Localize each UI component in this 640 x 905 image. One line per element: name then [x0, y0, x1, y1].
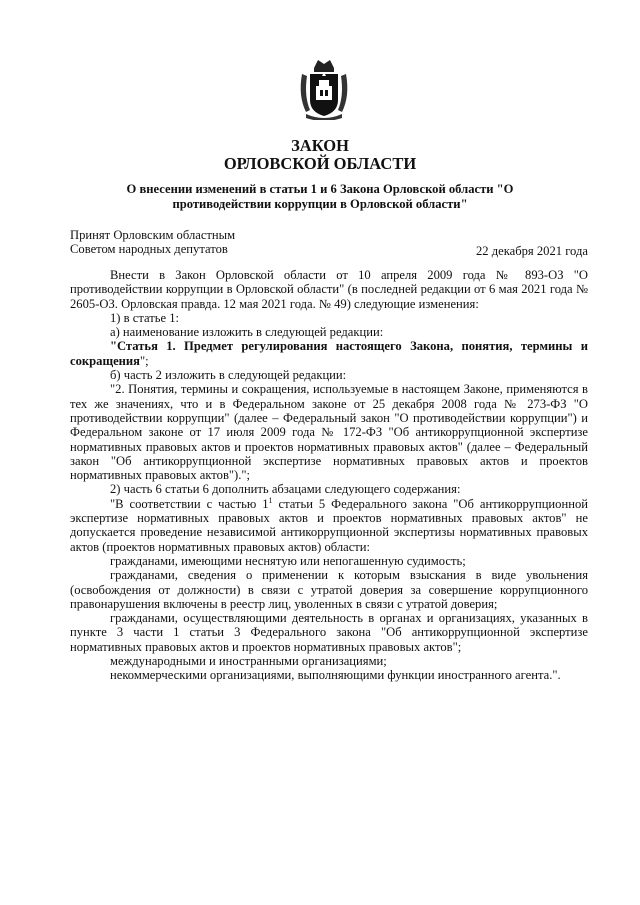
paragraph: гражданами, осуществляющими деятельность в органах и организациях, указанных в пункте 3 части 1 статьи 3 Федерального закона "Об антикоррупционной экспертизе нормативных правовых актов и проектов нормативных правовых актов"; — [70, 611, 588, 654]
paragraph: международными и иностранными организациями; — [110, 654, 387, 669]
paragraph: 1) в статье 1: — [110, 310, 180, 325]
paragraph: "2. Понятия, термины и сокращения, используемые в настоящем Законе, применяются в тех же значениях, что и в Федеральном законе от 25 декабря 2008 года № 273-ФЗ "О противодействии коррупции" (далее – Федеральный закон "О противодействии коррупции") и Федеральном законе от 17 июля 2009 года № 172-ФЗ "Об антикоррупционной экспертизе нормативных правовых актов и проектов нормативных правовых актов" (далее – Федеральный закон "Об антикоррупционной экспертизе нормативных правовых актов и проектов нормативных правовых актов")."; — [70, 382, 588, 483]
paragraph: а) наименование изложить в следующей редакции: — [110, 325, 384, 340]
adoption-line-2: Советом народных депутатов — [70, 242, 228, 256]
paragraph — [70, 339, 588, 368]
law-title: ЗАКОН — [291, 136, 349, 155]
adoption-line-1: Принят Орловским областным — [70, 228, 236, 242]
paragraph: гражданами, имеющими неснятую или непогашенную судимость; — [110, 553, 466, 568]
paragraph: гражданами, сведения о применении к которым взыскания в виде увольнения (освобождения от должности) в связи с утратой доверия за совершение коррупционного правонарушения включены в реестр лиц, уволенных в связи с утратой доверия; — [70, 568, 588, 611]
paragraph-text: "В соответствии с частью 1 — [110, 496, 269, 511]
law-body — [70, 268, 588, 683]
paragraph: некоммерческими организациями, выполняющими функции иностранного агента.". — [110, 668, 561, 683]
region-title: ОРЛОВСКОЙ ОБЛАСТИ — [223, 154, 417, 173]
superscript: 1 — [268, 495, 273, 505]
paragraph — [70, 497, 588, 554]
paragraph-text: статьи 5 Федерального закона "Об антикоррупционной экспертизе нормативных правовых актов и проектов нормативных правовых актов" не допускается проведение независимой антикоррупционной экспертизы нормативных правовых актов (проектов нормативных правовых актов) области: — [70, 496, 588, 554]
law-subtitle: О внесении изменений в статьи 1 и 6 Закона Орловской области "О противодействии коррупции в Орловской области" — [126, 182, 514, 211]
paragraph: б) часть 2 изложить в следующей редакции: — [110, 368, 347, 383]
coat-of-arms-emblem — [296, 56, 352, 120]
article-heading: "Статья 1. Предмет регулирования настоящего Закона, понятия, термины и сокращения — [70, 339, 588, 368]
adoption-date: 22 декабря 2021 года — [475, 244, 588, 258]
article-heading-tail: "; — [140, 353, 149, 368]
paragraph: Внести в Закон Орловской области от 10 апреля 2009 года № 893-ОЗ "О противодействии коррупции в Орловской области" (в последней редакции от 6 мая 2021 года № 2605-ОЗ. Орловская правда. 12 мая 2021 года. № 49) следующие изменения: — [70, 268, 588, 311]
paragraph: 2) часть 6 статьи 6 дополнить абзацами следующего содержания: — [110, 482, 461, 497]
